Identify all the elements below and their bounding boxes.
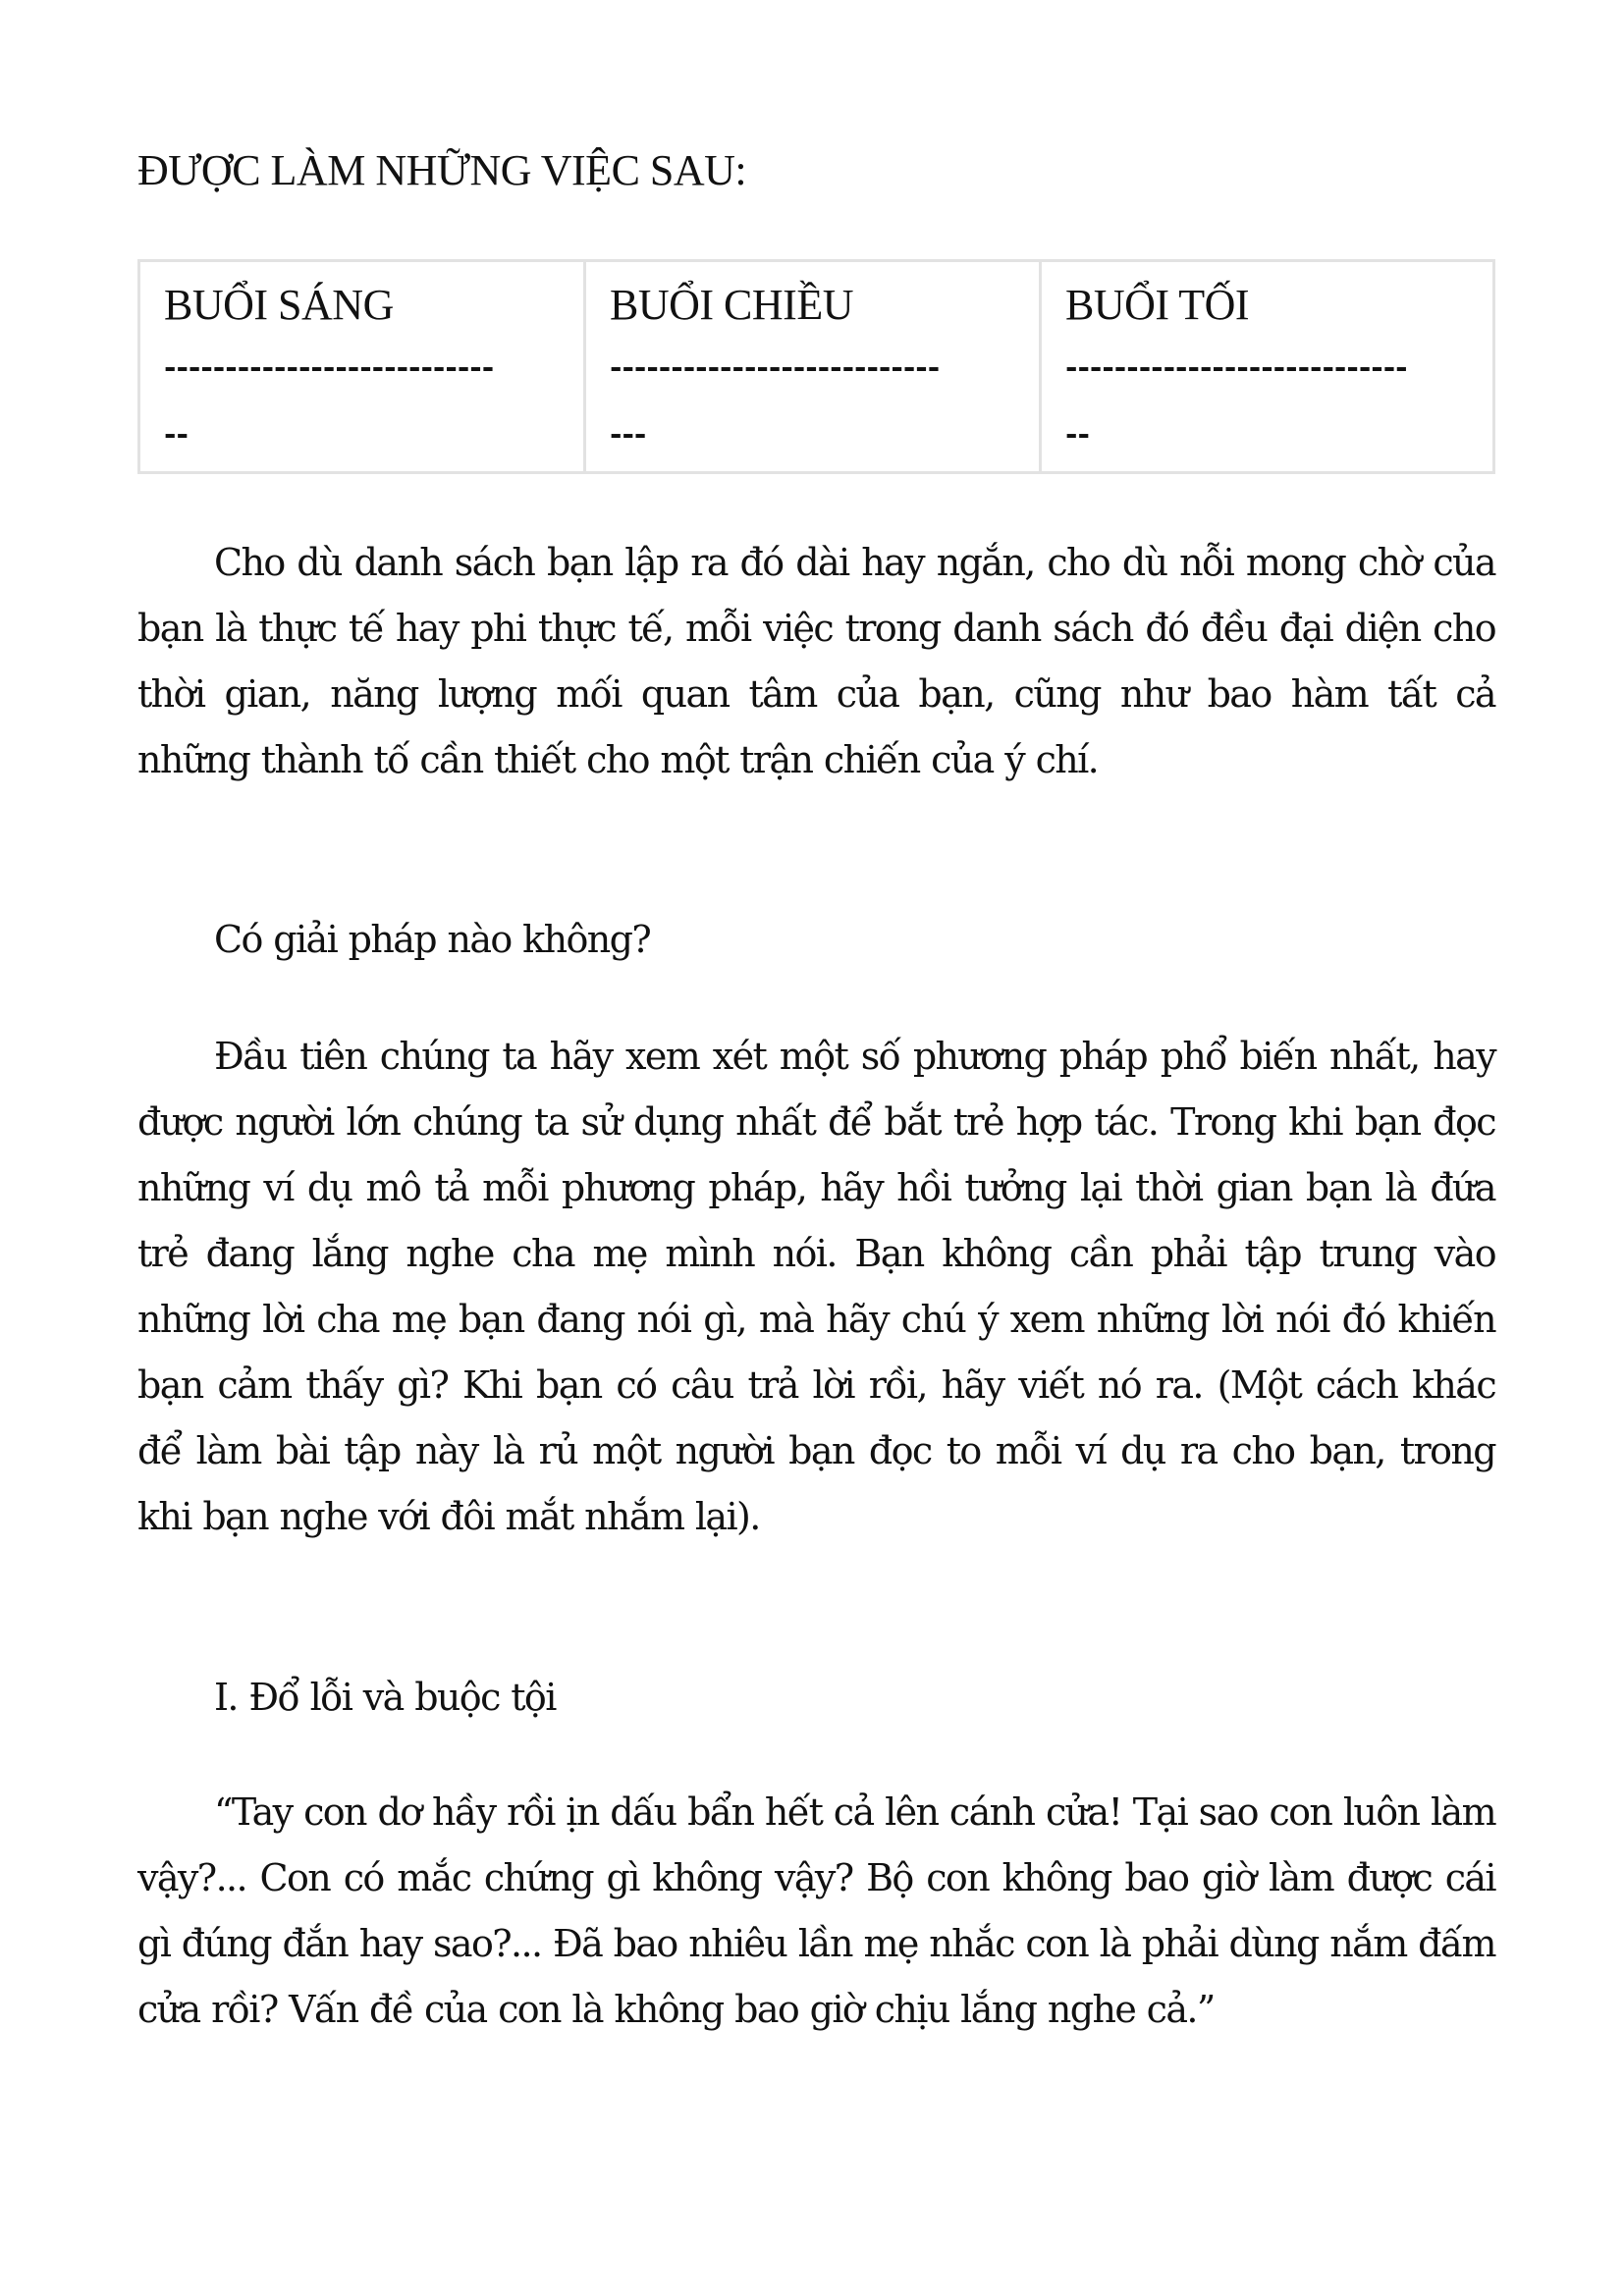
blank-line: --------------------------- bbox=[610, 350, 941, 385]
blank-line-continued: --- bbox=[610, 417, 647, 452]
subheading-blaming: I. Đổ lỗi và buộc tội bbox=[214, 1676, 556, 1719]
blank-line: ---------------------------- bbox=[1065, 350, 1408, 385]
blank-line: --------------------------- bbox=[164, 350, 495, 385]
blank-line-continued: -- bbox=[1065, 417, 1090, 452]
paragraph-list-meaning: Cho dù danh sách bạn lập ra đó dài hay ngắn, cho dù nỗi mong chờ của bạn là thực tế hay phi thực tế, mỗi việc trong danh sách đó đều đại diện cho thời gian, năng lượng mối quan tâm của bạn, cũng như bao hàm tất cả những thành tố cần thiết cho một trận chiến của ý chí. bbox=[137, 541, 1495, 781]
paragraph-quote: “Tay con dơ hầy rồi ịn dấu bẩn hết cả lên cánh cửa! Tại sao con luôn làm vậy?... Con có mắc chứng gì không vậy? Bộ con không bao giờ làm được cái gì đúng đắn hay sao?... Đã bao nhiêu lần mẹ nhắc con là phải dùng nắm đấm cửa rồi? Vấn đề của con là không bao giờ chịu lắng nghe cả.” bbox=[137, 1790, 1495, 2031]
schedule-column-morning bbox=[140, 262, 583, 471]
schedule-column-afternoon bbox=[583, 262, 1039, 471]
paragraph-methods-intro: Đầu tiên chúng ta hãy xem xét một số phương pháp phổ biến nhất, hay được người lớn chúng ta sử dụng nhất để bắt trẻ hợp tác. Trong khi bạn đọc những ví dụ mô tả mỗi phương pháp, hãy hồi tưởng lại thời gian bạn là đứa trẻ đang lắng nghe cha mẹ mình nói. Bạn không cần phải tập trung vào những lời cha mẹ bạn đang nói gì, mà hãy chú ý xem những lời nói đó khiến bạn cảm thấy gì? Khi bạn có câu trả lời rồi, hãy viết nó ra. (Một cách khác để làm bài tập này là rủ một người bạn đọc to mỗi ví dụ ra cho bạn, trong khi bạn nghe với đôi mắt nhắm lại). bbox=[137, 1035, 1495, 1538]
paragraph-question: Có giải pháp nào không? bbox=[214, 918, 651, 961]
schedule-table bbox=[137, 259, 1495, 474]
section-heading: ĐƯỢC LÀM NHỮNG VIỆC SAU: bbox=[137, 146, 747, 194]
blank-line-continued: -- bbox=[164, 417, 189, 452]
column-title: BUỔI CHIỀU bbox=[610, 281, 853, 329]
column-title: BUỔI TỐI bbox=[1065, 281, 1250, 329]
schedule-column-evening bbox=[1039, 262, 1492, 471]
column-title: BUỔI SÁNG bbox=[164, 281, 394, 329]
